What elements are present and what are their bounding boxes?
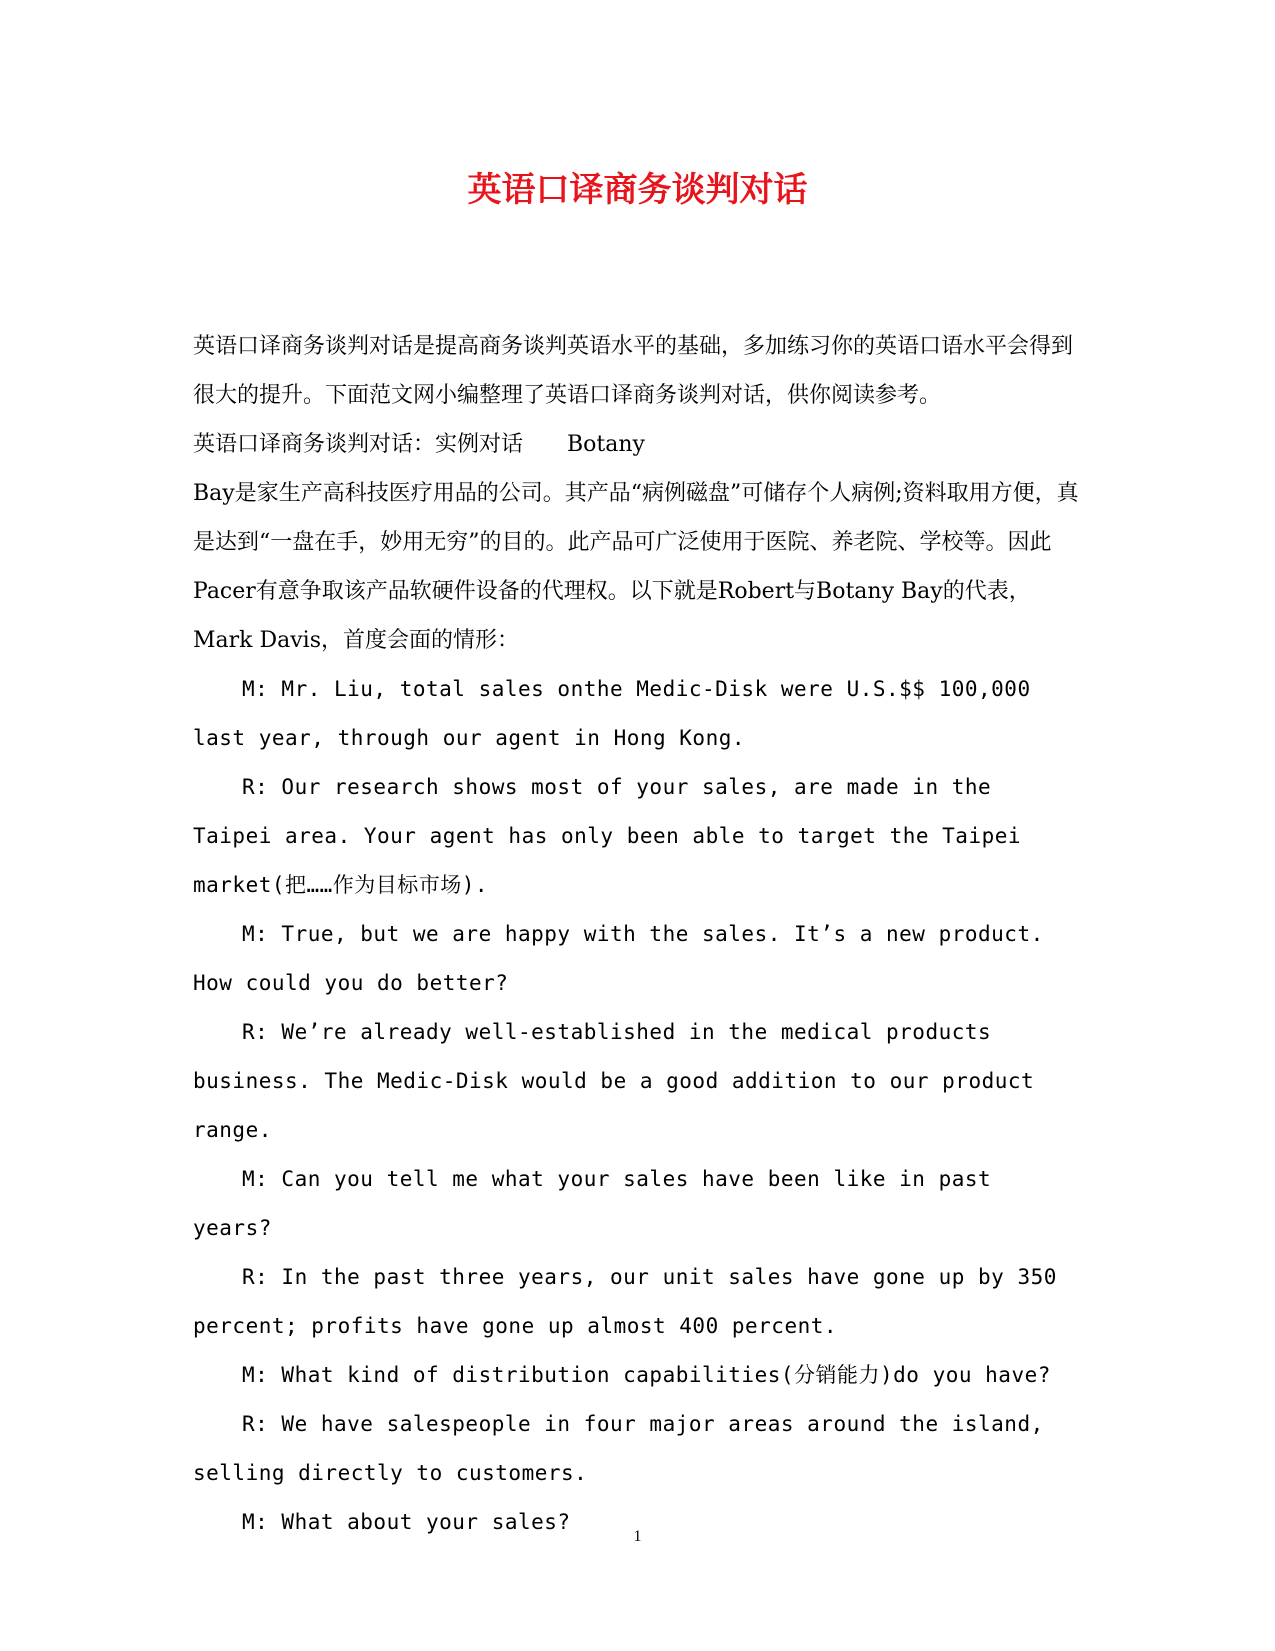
intro-paragraph: 英语口译商务谈判对话是提高商务谈判英语水平的基础，多加练习你的英语口语水平会得到很大的提升。下面范文网小编整理了英语口译商务谈判对话，供你阅读参考。 (193, 334, 1074, 408)
page-number: 1 (633, 1528, 642, 1545)
dialogue-line: R: We’re already well-established in the medical products business. The Medic-Disk would be a good addition to our product range. (193, 1020, 1048, 1142)
dialogue-line: M: Can you tell me what your sales have been like in past years? (193, 1167, 1005, 1240)
dialogue-line: M: Mr. Liu, total sales onthe Medic-Disk were U.S.$$ 100,000 last year, through our agent in Hong Kong. (193, 677, 1044, 750)
document-body (193, 322, 1083, 1547)
document-title: 英语口译商务谈判对话 (467, 170, 808, 210)
dialogue-line: R: We have salespeople in four major areas around the island, selling directly to customers. (193, 1412, 1057, 1485)
dialogue-line: M: True, but we are happy with the sales. It’s a new product. How could you do better? (193, 922, 1057, 995)
example-intro-paragraph: 英语口译商务谈判对话：实例对话 Botany Bay是家生产高科技医疗用品的公司。其产品“病例磁盘”可储存个人病例;资料取用方便，真是达到“一盘在手，妙用无穷”的目的。此产品可广泛使用于医院、养老院、学校等。因此Pacer有意争取该产品软硬件设备的代理权。以下就是Robert与Botany Bay的代表，Mark Davis，首度会面的情形： (193, 432, 1079, 653)
dialogue-line: M: What kind of distribution capabilities(分销能力)do you have? (242, 1363, 1051, 1387)
dialogue-line: R: In the past three years, our unit sales have gone up by 350 percent; profits have gone up almost 400 percent. (193, 1265, 1071, 1338)
dialogue-line: R: Our research shows most of your sales, are made in the Taipei area. Your agent has only been able to target the Taipei market(把……作为目标市场). (193, 775, 1022, 897)
dialogue-line: M: What about your sales? (242, 1510, 571, 1534)
